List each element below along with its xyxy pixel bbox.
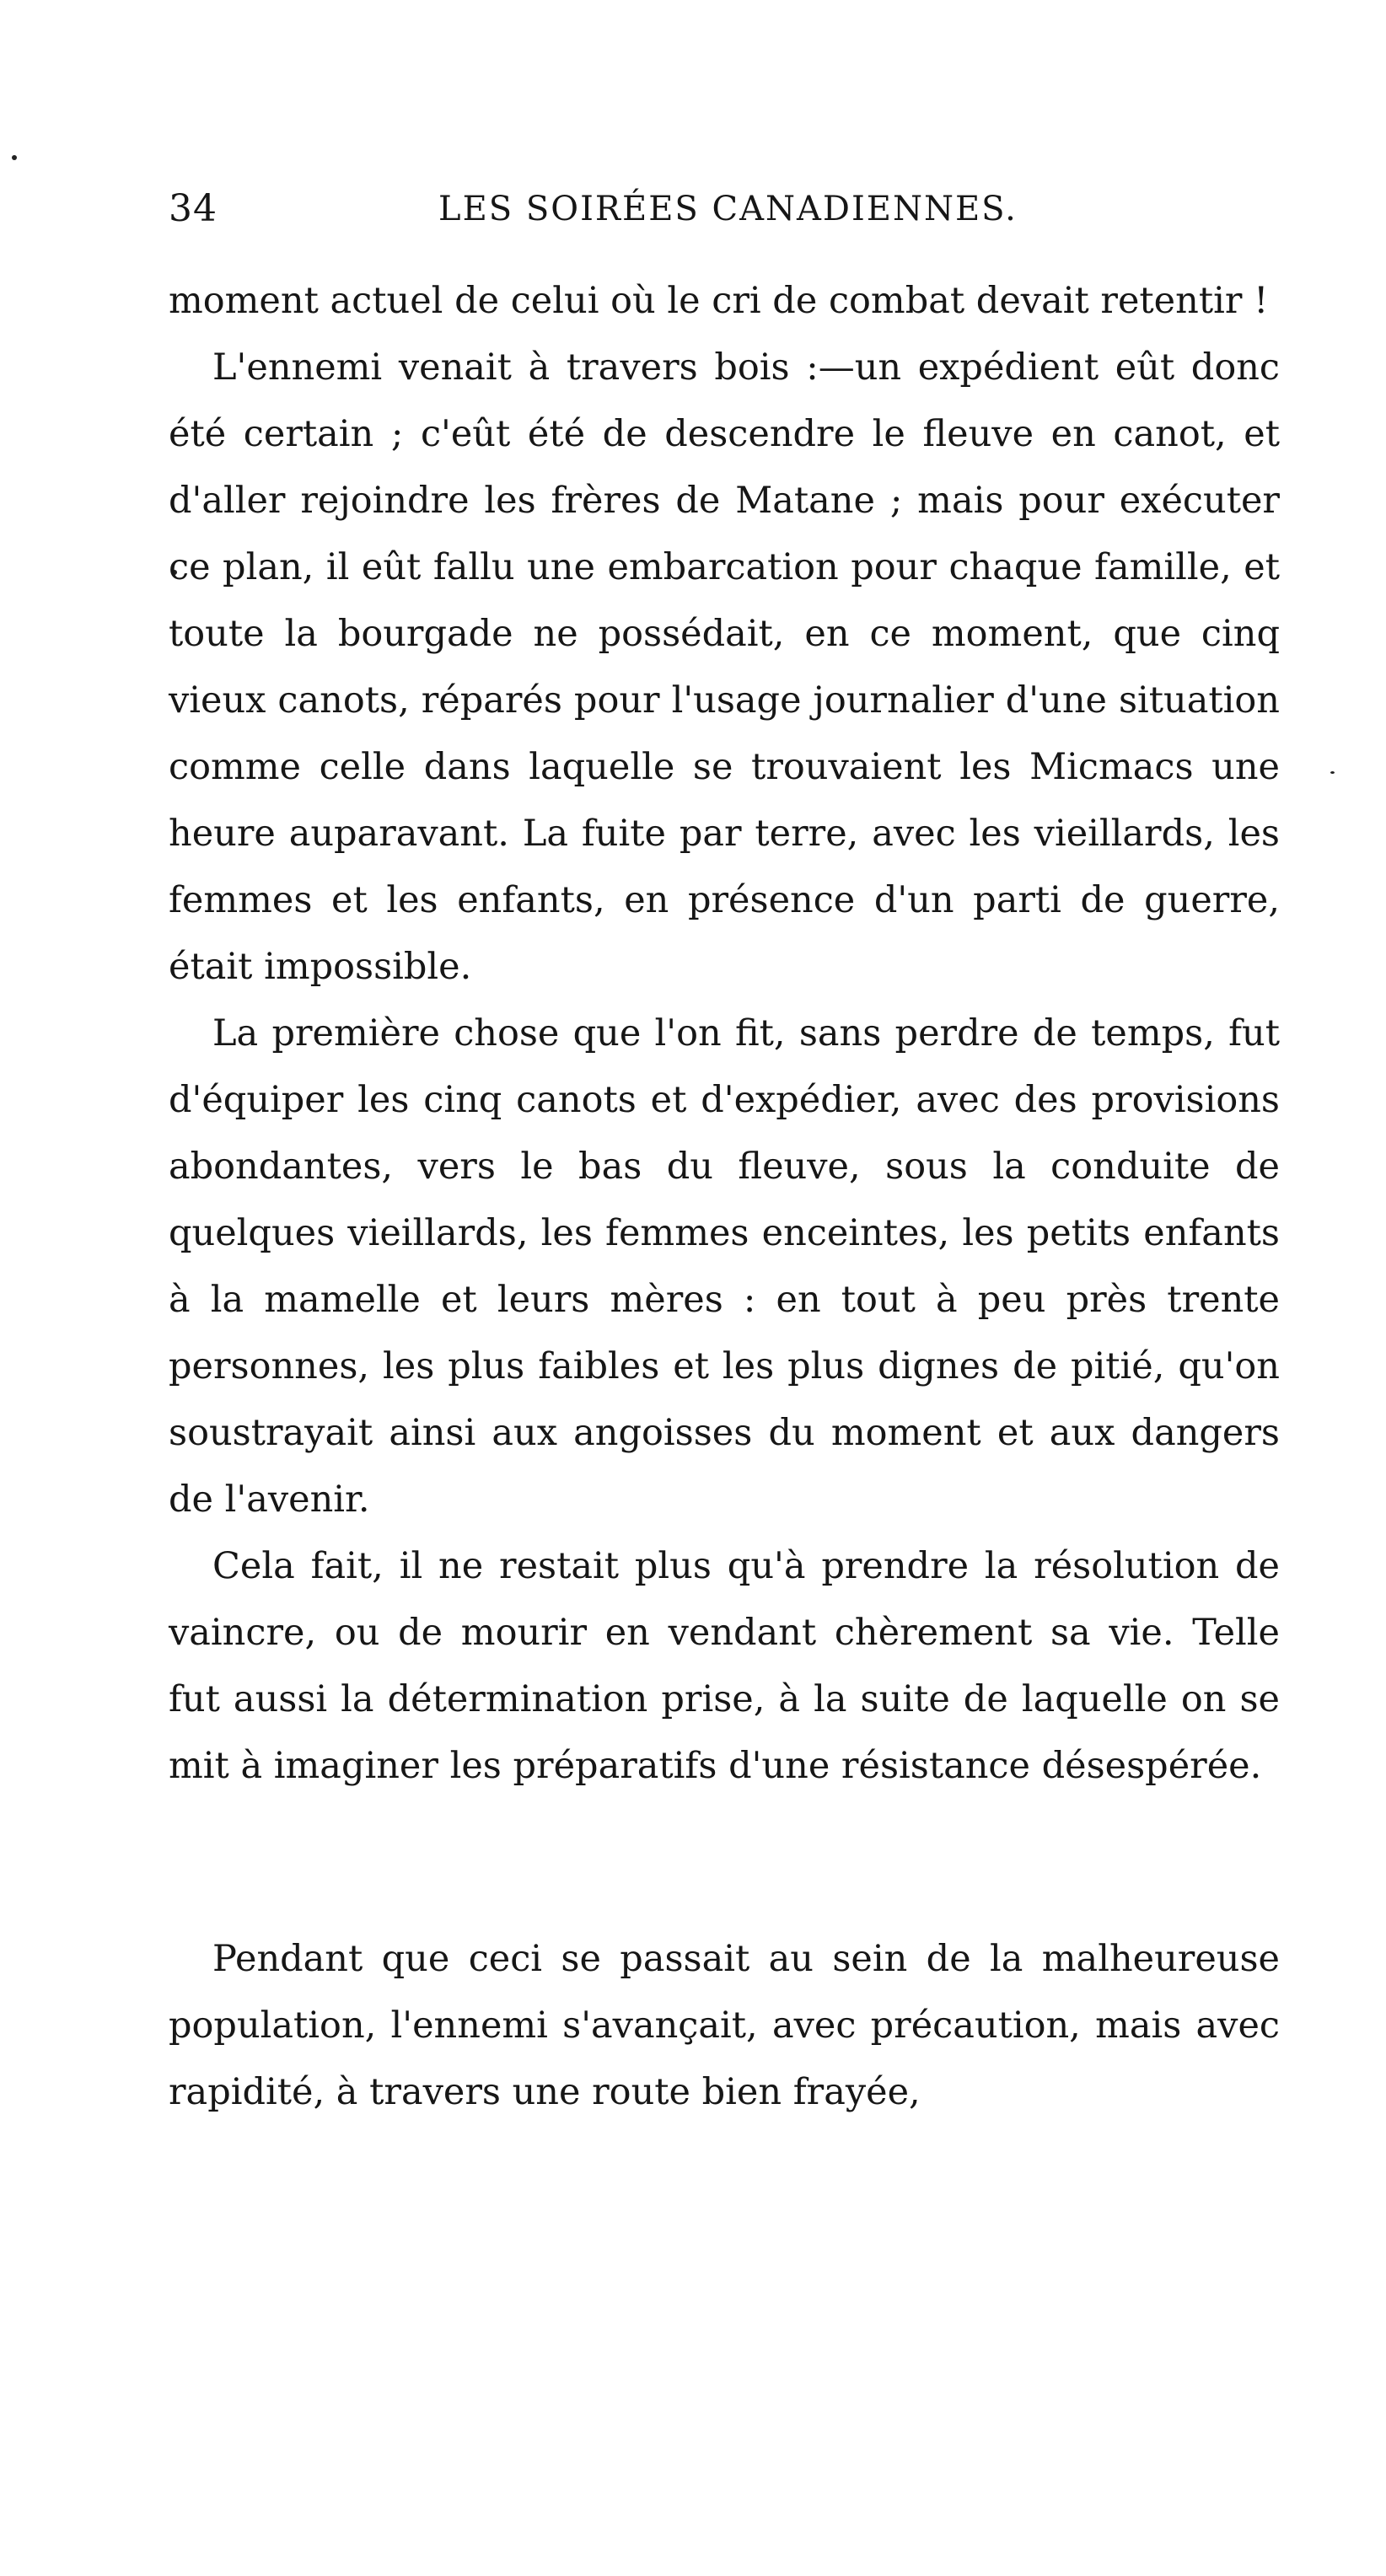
running-title: LES SOIRÉES CANADIENNES. <box>438 190 1018 228</box>
ink-speck <box>12 155 17 160</box>
paragraph: Cela fait, il ne restait plus qu'à prendre la résolution de vaincre, ou de mourir en vendant chèrement sa vie. Telle fut aussi la détermination prise, à la suite de laquelle on se mit à imaginer les préparatifs d'une résistance désespérée. <box>169 1545 1280 1787</box>
paragraph: moment actuel de celui où le cri de combat devait retentir ! <box>169 280 1269 322</box>
section-break <box>169 1800 1280 1926</box>
body-text <box>169 268 1280 2126</box>
page-number: 34 <box>169 187 218 230</box>
paragraph: L'ennemi venait à travers bois :—un expédient eût donc été certain ; c'eût été de descendre le fleuve en canot, et d'aller rejoindre les frères de Matane ; mais pour exécuter ce plan, il eût fallu une embarcation pour chaque famille, et toute la bourgade ne possédait, en ce moment, que cinq vieux canots, réparés pour l'usage journalier d'une situation comme celle dans laquelle se trouvaient les Micmacs une heure auparavant. La fuite par terre, avec les vieillards, les femmes et les enfants, en présence d'un parti de guerre, était impossible. <box>169 346 1280 988</box>
ink-speck <box>1330 771 1335 774</box>
page-header <box>169 184 1265 234</box>
paragraph: Pendant que ceci se passait au sein de la malheureuse population, l'ennemi s'avançait, avec précaution, mais avec rapidité, à travers une route bien frayée, <box>169 1938 1280 2113</box>
paragraph: La première chose que l'on fit, sans perdre de temps, fut d'équiper les cinq canots et d'expédier, avec des provisions abondantes, vers le bas du fleuve, sous la conduite de quelques vieillards, les femmes enceintes, les petits enfants à la mamelle et leurs mères : en tout à peu près trente personnes, les plus faibles et les plus dignes de pitié, qu'on soustrayait ainsi aux angoisses du moment et aux dangers de l'avenir. <box>169 1012 1280 1521</box>
